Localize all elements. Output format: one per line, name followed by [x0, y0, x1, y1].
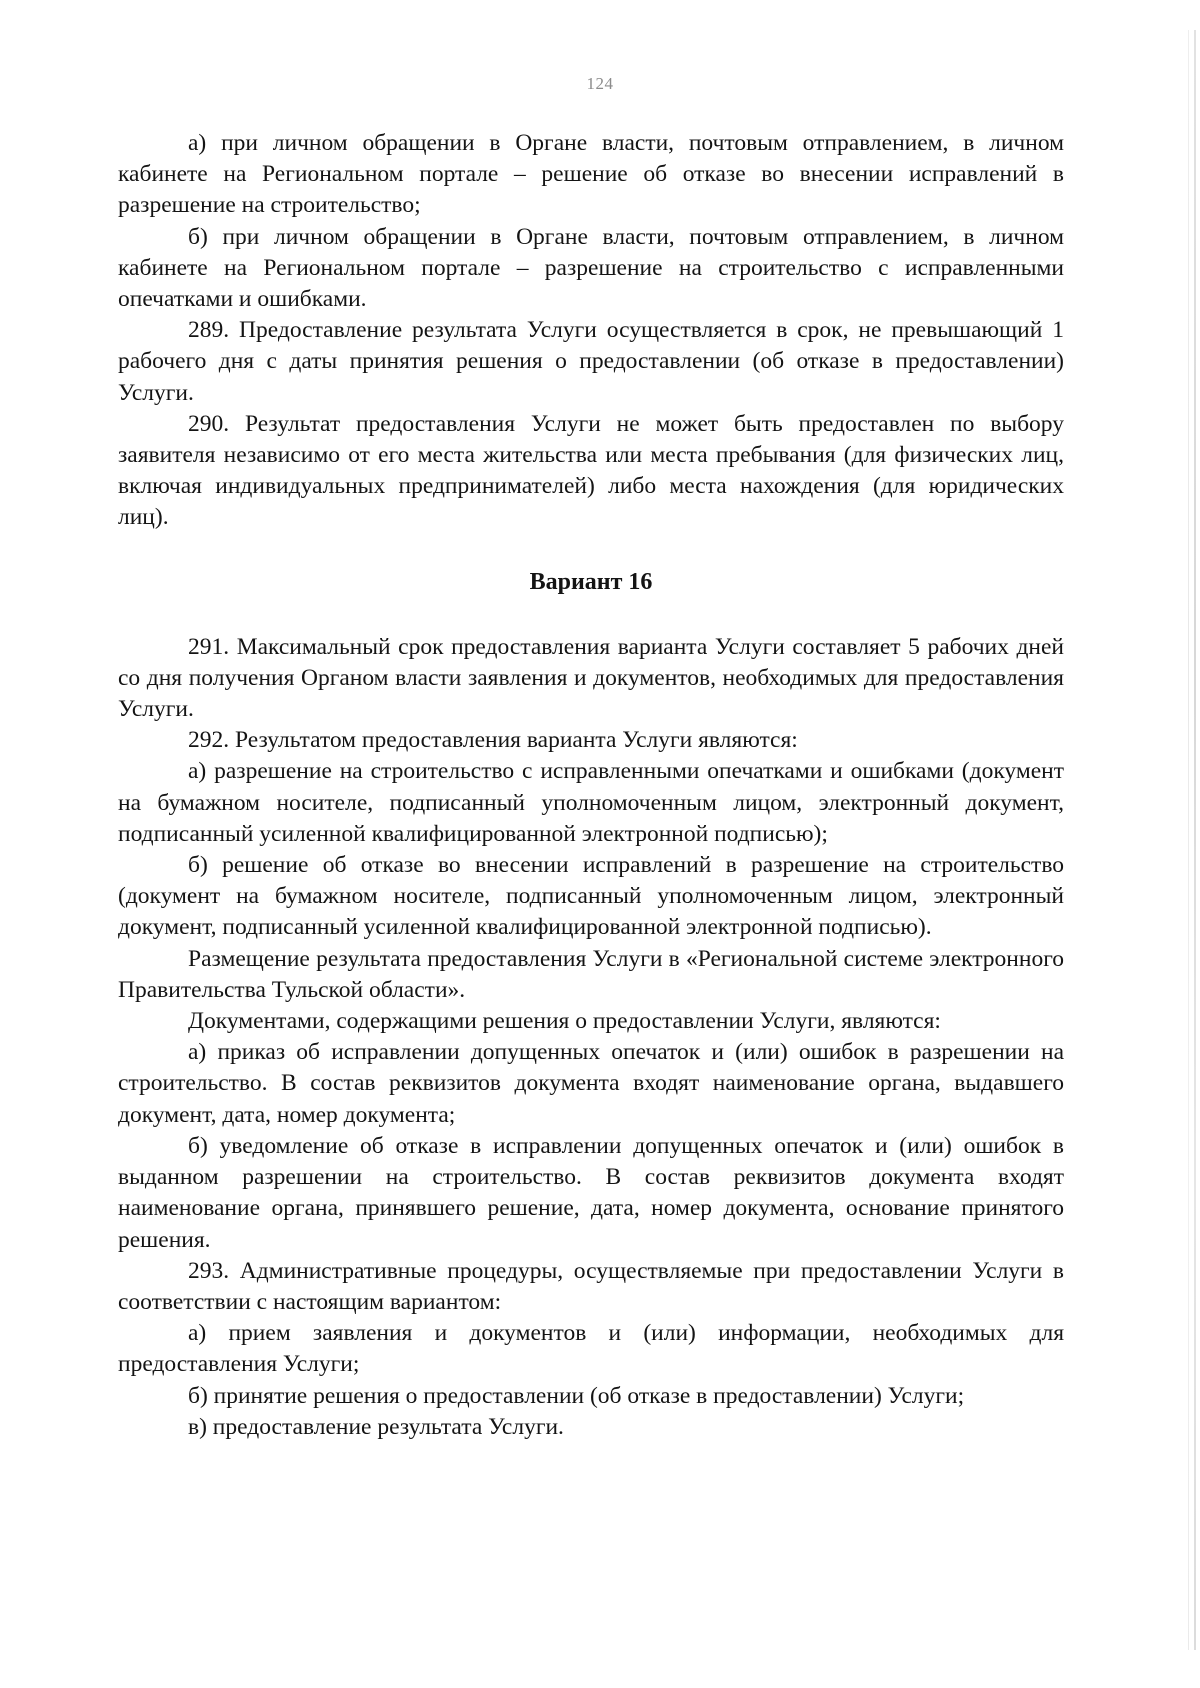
scan-edge-shadow [1178, 0, 1200, 1688]
paragraph-293-item-a: а) прием заявления и документов и (или) информации, необходимых для предоставления Услуги; [118, 1320, 1064, 1378]
paragraph-292-item-a: а) разрешение на строительство с исправленными опечатками и ошибками (документ на бумажном носителе, подписанный уполномоченным лицом, электронный документ, подписанный усиленной квалифицированной электронной подписью); [118, 758, 1064, 847]
paragraph-decision-item-a: а) приказ об исправлении допущенных опечаток и (или) ошибок в разрешении на строительство. В состав реквизитов документа входят наименование органа, выдавшего документ, дата, номер документа; [118, 1039, 1064, 1128]
paragraph-291: 291. Максимальный срок предоставления варианта Услуги составляет 5 рабочих дней со дня получения Органом власти заявления и документов, необходимых для предоставления Услуги. [118, 633, 1064, 723]
paragraph-293-item-c: в) предоставление результата Услуги. [188, 1413, 564, 1440]
paragraph-item-b-permit: б) при личном обращении в Органе власти, почтовым отправлением, в личном кабинете на Региональном портале – разрешение на строительство с исправленными опечатками и ошибками. [118, 223, 1064, 313]
paragraph-293: 293. Административные процедуры, осуществляемые при предоставлении Услуги в соответствии с настоящим вариантом: [118, 1257, 1064, 1315]
document-body [118, 128, 1064, 1443]
paragraph-292-item-b: б) решение об отказе во внесении исправлений в разрешение на строительство (документ на бумажном носителе, подписанный уполномоченным лицом, электронный документ, подписанный усиленной квалифицированной электронной подписью). [118, 852, 1064, 941]
paragraph-290: 290. Результат предоставления Услуги не может быть предоставлен по выбору заявителя независимо от его места жительства или места пребывания (для физических лиц, включая индивидуальных предпринимателей) либо места нахождения (для юридических лиц). [118, 410, 1064, 531]
paragraph-292: 292. Результатом предоставления варианта Услуги являются: [188, 727, 798, 754]
paragraph-item-a-refusal: а) при личном обращении в Органе власти, почтовым отправлением, в личном кабинете на Региональном портале – решение об отказе во внесении исправлений в разрешение на строительство; [118, 130, 1064, 219]
page-number: 124 [586, 74, 614, 93]
variant-heading: Вариант 16 [529, 568, 653, 595]
scan-edge-line-secondary [1188, 30, 1189, 1650]
paragraph-293-item-b: б) принятие решения о предоставлении (об отказе в предоставлении) Услуги; [188, 1382, 965, 1409]
paragraph-289: 289. Предоставление результата Услуги осуществляется в срок, не превышающий 1 рабочего дня с даты принятия решения о предоставлении (об отказе в предоставлении) Услуги. [118, 317, 1064, 406]
paragraph-placement: Размещение результата предоставления Услуги в «Региональной системе электронного Правительства Тульской области». [118, 945, 1064, 1003]
scan-edge-line [1194, 30, 1196, 1650]
paragraph-decision-documents: Документами, содержащими решения о предоставлении Услуги, являются: [188, 1008, 941, 1035]
paragraph-decision-item-b: б) уведомление об отказе в исправлении допущенных опечаток и (или) ошибок в выданном разрешении на строительство. В состав реквизитов документа входят наименование органа, принявшего решение, дата, номер документа, основание принятого решения. [118, 1132, 1064, 1253]
